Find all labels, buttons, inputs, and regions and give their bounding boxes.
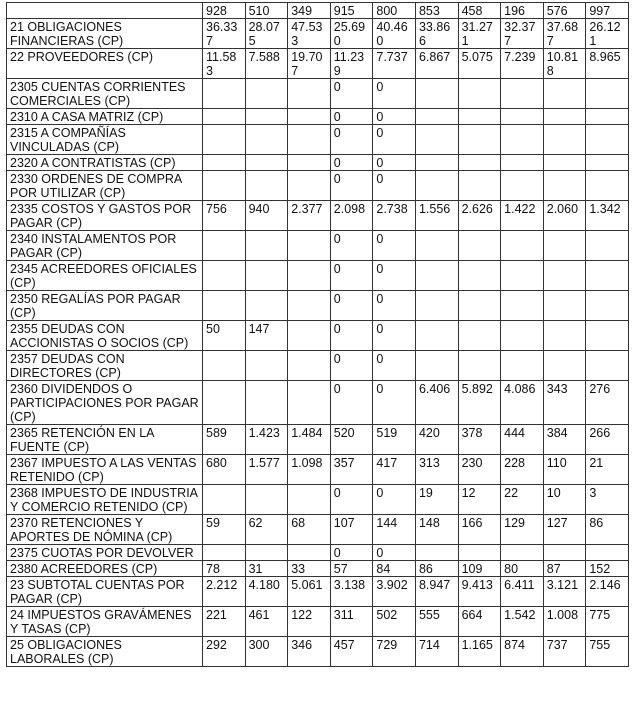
value-cell: 461	[245, 607, 288, 637]
value-cell	[203, 171, 246, 201]
value-cell	[415, 321, 458, 351]
value-cell	[543, 125, 586, 155]
table-row	[7, 171, 629, 201]
value-cell	[288, 109, 331, 125]
value-cell	[415, 171, 458, 201]
value-cell: 2.377	[288, 201, 331, 231]
value-cell: 31	[245, 561, 288, 577]
value-cell	[288, 155, 331, 171]
row-label: 2350 REGALÍAS POR PAGAR (CP)	[7, 291, 203, 321]
value-cell: 292	[203, 637, 246, 667]
value-cell: 8.947	[415, 577, 458, 607]
value-cell: 2.098	[330, 201, 373, 231]
value-cell	[203, 485, 246, 515]
value-cell: 0	[373, 261, 416, 291]
value-cell	[245, 351, 288, 381]
value-cell	[288, 321, 331, 351]
value-cell: 2.738	[373, 201, 416, 231]
value-cell: 33	[288, 561, 331, 577]
value-cell	[543, 291, 586, 321]
value-cell: 12	[458, 485, 501, 515]
row-label: 2305 CUENTAS CORRIENTES COMERCIALES (CP)	[7, 79, 203, 109]
value-cell	[543, 321, 586, 351]
value-cell: 129	[501, 515, 544, 545]
value-cell	[458, 261, 501, 291]
value-cell: 221	[203, 607, 246, 637]
value-cell: 1.098	[288, 455, 331, 485]
value-cell: 68	[288, 515, 331, 545]
value-cell	[245, 545, 288, 561]
column-header: 800	[373, 3, 416, 19]
value-cell	[245, 381, 288, 425]
value-cell	[288, 171, 331, 201]
value-cell: 2.212	[203, 577, 246, 607]
value-cell	[501, 155, 544, 171]
value-cell	[415, 351, 458, 381]
value-cell: 3.902	[373, 577, 416, 607]
row-label: 21 OBLIGACIONES FINANCIERAS (CP)	[7, 19, 203, 49]
value-cell: 1.577	[245, 455, 288, 485]
value-cell: 26.121	[586, 19, 629, 49]
value-cell	[415, 79, 458, 109]
value-cell: 127	[543, 515, 586, 545]
table-row	[7, 561, 629, 577]
value-cell: 378	[458, 425, 501, 455]
value-cell: 2.060	[543, 201, 586, 231]
value-cell	[458, 321, 501, 351]
value-cell	[458, 351, 501, 381]
value-cell	[501, 125, 544, 155]
value-cell: 152	[586, 561, 629, 577]
value-cell	[458, 125, 501, 155]
value-cell	[288, 291, 331, 321]
value-cell: 0	[373, 171, 416, 201]
value-cell: 664	[458, 607, 501, 637]
value-cell: 0	[330, 231, 373, 261]
value-cell	[501, 351, 544, 381]
value-cell	[586, 545, 629, 561]
value-cell: 7.239	[501, 49, 544, 79]
value-cell: 0	[373, 545, 416, 561]
table-row	[7, 291, 629, 321]
value-cell: 57	[330, 561, 373, 577]
value-cell	[458, 79, 501, 109]
value-cell: 2.146	[586, 577, 629, 607]
row-label: 2357 DEUDAS CON DIRECTORES (CP)	[7, 351, 203, 381]
value-cell: 86	[586, 515, 629, 545]
value-cell	[245, 155, 288, 171]
value-cell: 0	[330, 291, 373, 321]
header-row	[7, 3, 629, 19]
value-cell	[501, 231, 544, 261]
value-cell: 0	[330, 545, 373, 561]
value-cell: 0	[330, 171, 373, 201]
value-cell	[245, 171, 288, 201]
value-cell: 9.413	[458, 577, 501, 607]
value-cell	[458, 291, 501, 321]
value-cell	[458, 545, 501, 561]
value-cell: 940	[245, 201, 288, 231]
value-cell: 7.737	[373, 49, 416, 79]
value-cell: 11.239	[330, 49, 373, 79]
value-cell: 343	[543, 381, 586, 425]
table-row	[7, 155, 629, 171]
value-cell	[458, 155, 501, 171]
value-cell: 10	[543, 485, 586, 515]
value-cell	[415, 155, 458, 171]
value-cell: 276	[586, 381, 629, 425]
value-cell	[203, 109, 246, 125]
table-row	[7, 515, 629, 545]
value-cell	[203, 381, 246, 425]
value-cell	[501, 291, 544, 321]
value-cell: 0	[373, 485, 416, 515]
table-row	[7, 577, 629, 607]
value-cell: 6.411	[501, 577, 544, 607]
value-cell	[245, 261, 288, 291]
value-cell: 357	[330, 455, 373, 485]
value-cell: 5.061	[288, 577, 331, 607]
value-cell	[586, 79, 629, 109]
value-cell	[203, 231, 246, 261]
value-cell: 1.422	[501, 201, 544, 231]
value-cell	[203, 125, 246, 155]
value-cell	[543, 155, 586, 171]
value-cell: 109	[458, 561, 501, 577]
value-cell: 8.965	[586, 49, 629, 79]
table-row	[7, 545, 629, 561]
table-row	[7, 109, 629, 125]
value-cell	[586, 125, 629, 155]
value-cell	[203, 155, 246, 171]
row-label: 2345 ACREEDORES OFICIALES (CP)	[7, 261, 203, 291]
row-label: 2368 IMPUESTO DE INDUSTRIA Y COMERCIO RETENIDO (CP)	[7, 485, 203, 515]
value-cell	[586, 291, 629, 321]
value-cell	[458, 109, 501, 125]
value-cell: 86	[415, 561, 458, 577]
value-cell: 417	[373, 455, 416, 485]
value-cell: 1.423	[245, 425, 288, 455]
value-cell: 78	[203, 561, 246, 577]
value-cell: 457	[330, 637, 373, 667]
table-row	[7, 125, 629, 155]
row-label: 24 IMPUESTOS GRAVÁMENES Y TASAS (CP)	[7, 607, 203, 637]
value-cell	[501, 109, 544, 125]
value-cell: 6.867	[415, 49, 458, 79]
table-row	[7, 455, 629, 485]
value-cell: 166	[458, 515, 501, 545]
value-cell: 4.180	[245, 577, 288, 607]
value-cell	[415, 291, 458, 321]
value-cell	[245, 231, 288, 261]
row-label: 2375 CUOTAS POR DEVOLVER	[7, 545, 203, 561]
value-cell	[288, 231, 331, 261]
value-cell	[586, 231, 629, 261]
value-cell	[245, 79, 288, 109]
value-cell: 0	[373, 321, 416, 351]
value-cell: 3.138	[330, 577, 373, 607]
value-cell	[458, 171, 501, 201]
value-cell	[288, 351, 331, 381]
value-cell	[245, 291, 288, 321]
table-row	[7, 201, 629, 231]
value-cell	[415, 545, 458, 561]
value-cell: 21	[586, 455, 629, 485]
table-row	[7, 381, 629, 425]
value-cell: 36.337	[203, 19, 246, 49]
value-cell: 10.818	[543, 49, 586, 79]
value-cell: 3	[586, 485, 629, 515]
value-cell: 729	[373, 637, 416, 667]
value-cell: 1.165	[458, 637, 501, 667]
value-cell: 5.892	[458, 381, 501, 425]
value-cell: 775	[586, 607, 629, 637]
table-row	[7, 607, 629, 637]
value-cell: 148	[415, 515, 458, 545]
value-cell: 4.086	[501, 381, 544, 425]
row-label: 22 PROVEEDORES (CP)	[7, 49, 203, 79]
value-cell: 3.121	[543, 577, 586, 607]
value-cell	[203, 261, 246, 291]
value-cell	[288, 381, 331, 425]
value-cell: 147	[245, 321, 288, 351]
value-cell: 144	[373, 515, 416, 545]
value-cell	[543, 261, 586, 291]
value-cell	[586, 321, 629, 351]
value-cell	[543, 79, 586, 109]
value-cell: 346	[288, 637, 331, 667]
value-cell: 0	[373, 79, 416, 109]
header-corner-cell	[7, 3, 203, 19]
value-cell: 19.707	[288, 49, 331, 79]
table-row	[7, 79, 629, 109]
value-cell	[586, 261, 629, 291]
value-cell: 266	[586, 425, 629, 455]
table-row	[7, 637, 629, 667]
value-cell: 5.075	[458, 49, 501, 79]
value-cell: 0	[330, 79, 373, 109]
value-cell: 0	[373, 351, 416, 381]
value-cell	[288, 485, 331, 515]
value-cell	[586, 155, 629, 171]
row-label: 2367 IMPUESTO A LAS VENTAS RETENIDO (CP)	[7, 455, 203, 485]
value-cell: 1.008	[543, 607, 586, 637]
value-cell	[501, 79, 544, 109]
value-cell: 300	[245, 637, 288, 667]
table-row	[7, 485, 629, 515]
value-cell	[288, 79, 331, 109]
value-cell	[415, 231, 458, 261]
value-cell	[203, 545, 246, 561]
row-label: 2315 A COMPAÑÍAS VINCULADAS (CP)	[7, 125, 203, 155]
value-cell: 19	[415, 485, 458, 515]
column-header: 915	[330, 3, 373, 19]
value-cell: 0	[373, 109, 416, 125]
value-cell: 59	[203, 515, 246, 545]
row-label: 2335 COSTOS Y GASTOS POR PAGAR (CP)	[7, 201, 203, 231]
value-cell: 0	[373, 381, 416, 425]
value-cell: 228	[501, 455, 544, 485]
value-cell: 1.542	[501, 607, 544, 637]
value-cell	[245, 125, 288, 155]
value-cell	[203, 351, 246, 381]
column-header: 510	[245, 3, 288, 19]
value-cell: 11.583	[203, 49, 246, 79]
value-cell: 47.533	[288, 19, 331, 49]
value-cell	[501, 171, 544, 201]
value-cell: 25.690	[330, 19, 373, 49]
value-cell: 755	[586, 637, 629, 667]
value-cell	[543, 231, 586, 261]
row-label: 2380 ACREEDORES (CP)	[7, 561, 203, 577]
value-cell	[501, 261, 544, 291]
value-cell: 230	[458, 455, 501, 485]
value-cell: 87	[543, 561, 586, 577]
value-cell: 313	[415, 455, 458, 485]
value-cell: 0	[330, 261, 373, 291]
column-header: 997	[586, 3, 629, 19]
value-cell: 0	[330, 381, 373, 425]
value-cell	[245, 485, 288, 515]
column-header: 576	[543, 3, 586, 19]
value-cell: 28.075	[245, 19, 288, 49]
value-cell: 0	[330, 109, 373, 125]
value-cell: 33.866	[415, 19, 458, 49]
value-cell	[543, 171, 586, 201]
value-cell	[415, 125, 458, 155]
value-cell: 122	[288, 607, 331, 637]
value-cell	[203, 291, 246, 321]
value-cell	[501, 321, 544, 351]
value-cell	[245, 109, 288, 125]
table-row	[7, 231, 629, 261]
column-header: 458	[458, 3, 501, 19]
value-cell: 84	[373, 561, 416, 577]
row-label: 2320 A CONTRATISTAS (CP)	[7, 155, 203, 171]
value-cell: 874	[501, 637, 544, 667]
value-cell: 311	[330, 607, 373, 637]
value-cell	[543, 545, 586, 561]
value-cell: 0	[373, 231, 416, 261]
value-cell: 37.687	[543, 19, 586, 49]
value-cell: 520	[330, 425, 373, 455]
value-cell: 0	[330, 125, 373, 155]
value-cell: 1.342	[586, 201, 629, 231]
row-label: 25 OBLIGACIONES LABORALES (CP)	[7, 637, 203, 667]
value-cell: 0	[330, 485, 373, 515]
table-row	[7, 261, 629, 291]
row-label: 2340 INSTALAMENTOS POR PAGAR (CP)	[7, 231, 203, 261]
value-cell: 0	[373, 125, 416, 155]
value-cell: 420	[415, 425, 458, 455]
value-cell: 0	[373, 155, 416, 171]
value-cell: 32.377	[501, 19, 544, 49]
column-header: 928	[203, 3, 246, 19]
value-cell: 62	[245, 515, 288, 545]
value-cell: 502	[373, 607, 416, 637]
value-cell: 589	[203, 425, 246, 455]
value-cell: 680	[203, 455, 246, 485]
value-cell: 6.406	[415, 381, 458, 425]
row-label: 2370 RETENCIONES Y APORTES DE NÓMINA (CP)	[7, 515, 203, 545]
column-header: 349	[288, 3, 331, 19]
column-header: 853	[415, 3, 458, 19]
value-cell: 1.484	[288, 425, 331, 455]
value-cell: 0	[330, 351, 373, 381]
column-header: 196	[501, 3, 544, 19]
value-cell: 0	[373, 291, 416, 321]
value-cell	[543, 109, 586, 125]
table-row	[7, 49, 629, 79]
value-cell: 444	[501, 425, 544, 455]
value-cell	[415, 261, 458, 291]
financial-table	[6, 2, 629, 667]
value-cell	[288, 125, 331, 155]
value-cell	[586, 351, 629, 381]
value-cell	[586, 171, 629, 201]
value-cell	[415, 109, 458, 125]
value-cell	[203, 79, 246, 109]
row-label: 2360 DIVIDENDOS O PARTICIPACIONES POR PAGAR (CP)	[7, 381, 203, 425]
value-cell: 555	[415, 607, 458, 637]
value-cell: 22	[501, 485, 544, 515]
row-label: 2330 ORDENES DE COMPRA POR UTILIZAR (CP)	[7, 171, 203, 201]
table-row	[7, 19, 629, 49]
value-cell: 31.271	[458, 19, 501, 49]
value-cell: 519	[373, 425, 416, 455]
value-cell: 756	[203, 201, 246, 231]
value-cell	[458, 231, 501, 261]
value-cell: 2.626	[458, 201, 501, 231]
value-cell: 1.556	[415, 201, 458, 231]
value-cell: 384	[543, 425, 586, 455]
value-cell: 7.588	[245, 49, 288, 79]
value-cell: 40.460	[373, 19, 416, 49]
value-cell: 0	[330, 155, 373, 171]
value-cell: 80	[501, 561, 544, 577]
value-cell: 0	[330, 321, 373, 351]
value-cell	[501, 545, 544, 561]
value-cell: 50	[203, 321, 246, 351]
row-label: 2310 A CASA MATRIZ (CP)	[7, 109, 203, 125]
row-label: 2365 RETENCIÓN EN LA FUENTE (CP)	[7, 425, 203, 455]
table-row	[7, 351, 629, 381]
value-cell: 737	[543, 637, 586, 667]
table-row	[7, 425, 629, 455]
table-row	[7, 321, 629, 351]
row-label: 23 SUBTOTAL CUENTAS POR PAGAR (CP)	[7, 577, 203, 607]
value-cell	[288, 545, 331, 561]
value-cell: 107	[330, 515, 373, 545]
value-cell	[543, 351, 586, 381]
row-label: 2355 DEUDAS CON ACCIONISTAS O SOCIOS (CP)	[7, 321, 203, 351]
value-cell: 110	[543, 455, 586, 485]
value-cell: 714	[415, 637, 458, 667]
value-cell	[586, 109, 629, 125]
value-cell	[288, 261, 331, 291]
